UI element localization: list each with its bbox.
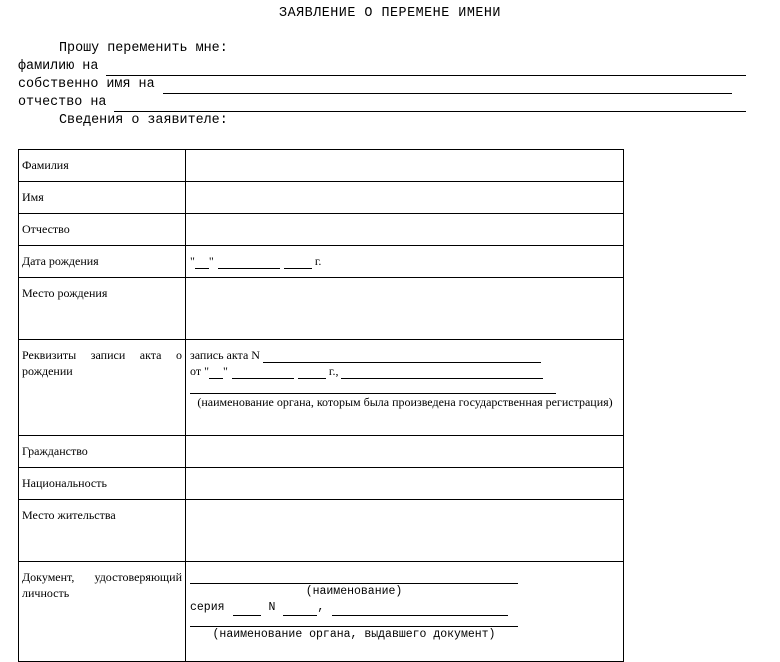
birth-place-row-label: Место рождения xyxy=(19,278,186,340)
name-row-label: Имя xyxy=(19,182,186,214)
given-name-label: собственно имя на xyxy=(18,77,155,92)
record-from-label: от " xyxy=(190,364,209,378)
id-date-blank[interactable] xyxy=(332,604,508,616)
citizenship-row-field[interactable] xyxy=(186,436,624,468)
record-year-suffix: г., xyxy=(328,364,339,378)
record-org-note: (наименование органа, которым была произведена государственная регистрация) xyxy=(197,395,613,409)
record-quote-close: " xyxy=(222,364,228,378)
record-year-blank[interactable] xyxy=(298,367,326,379)
table-row xyxy=(19,562,624,662)
birth-record-row-field xyxy=(186,340,624,436)
nationality-row-field[interactable] xyxy=(186,468,624,500)
given-name-line xyxy=(18,76,732,94)
patronymic-row-label: Отчество xyxy=(19,214,186,246)
table-row xyxy=(19,436,624,468)
table-row xyxy=(19,340,624,436)
applicant-info-table xyxy=(18,149,624,662)
id-number-blank[interactable] xyxy=(283,604,317,616)
id-issuer-note: (наименование органа, выдавшего документ) xyxy=(212,628,496,641)
record-no-label: запись акта N xyxy=(190,348,260,362)
document-title: ЗАЯВЛЕНИЕ О ПЕРЕМЕНЕ ИМЕНИ xyxy=(279,6,501,21)
surname-row-label: Фамилия xyxy=(19,150,186,182)
applicant-heading: Сведения о заявителе: xyxy=(59,113,228,128)
id-issuer-blank[interactable] xyxy=(190,616,518,627)
table-row xyxy=(19,468,624,500)
id-series-label: серия xyxy=(190,601,225,614)
birth-record-row-label xyxy=(19,340,186,436)
citizenship-row-label: Гражданство xyxy=(19,436,186,468)
birth-date-quote-open: " xyxy=(190,254,195,268)
birth-year-blank[interactable] xyxy=(284,257,312,269)
id-comma: , xyxy=(317,601,325,614)
name-row-field[interactable] xyxy=(186,182,624,214)
table-row xyxy=(19,182,624,214)
birth-month-blank[interactable] xyxy=(218,257,280,269)
patronymic-line xyxy=(18,94,746,112)
id-number-label: N xyxy=(268,601,276,614)
birth-date-row-field[interactable] xyxy=(186,246,624,278)
table-row xyxy=(19,214,624,246)
birth-date-row-label: Дата рождения xyxy=(19,246,186,278)
surname-label: фамилию на xyxy=(18,59,99,74)
record-day-blank[interactable] xyxy=(209,367,223,379)
record-month-blank[interactable] xyxy=(232,367,294,379)
residence-row-label: Место жительства xyxy=(19,500,186,562)
id-document-row-field xyxy=(186,562,624,662)
surname-fill-line[interactable] xyxy=(106,61,746,76)
id-name-blank[interactable] xyxy=(190,569,518,584)
record-no-blank[interactable] xyxy=(263,351,541,363)
table-row xyxy=(19,150,624,182)
table-row xyxy=(19,500,624,562)
record-org-blank-1[interactable] xyxy=(341,367,543,379)
residence-row-field[interactable] xyxy=(186,500,624,562)
patronymic-row-field[interactable] xyxy=(186,214,624,246)
given-name-fill-line[interactable] xyxy=(163,79,732,94)
id-document-row-label xyxy=(19,562,186,662)
surname-row-field[interactable] xyxy=(186,150,624,182)
birth-record-label-text: Реквизиты записи акта о рождении xyxy=(22,348,182,378)
patronymic-label: отчество на xyxy=(18,95,107,110)
id-series-blank[interactable] xyxy=(233,604,261,616)
id-name-note: (наименование) xyxy=(305,585,403,598)
record-org-blank-2[interactable] xyxy=(190,379,556,394)
surname-line xyxy=(18,58,746,76)
birth-date-year-suffix: г. xyxy=(314,254,322,268)
id-document-label-text: Документ, удостоверяющий личность xyxy=(22,570,182,600)
birth-day-blank[interactable] xyxy=(195,257,209,269)
intro-text: Прошу переменить мне: xyxy=(59,41,228,56)
table-row xyxy=(19,246,624,278)
birth-place-row-field[interactable] xyxy=(186,278,624,340)
patronymic-fill-line[interactable] xyxy=(114,97,746,112)
table-row xyxy=(19,278,624,340)
nationality-row-label: Национальность xyxy=(19,468,186,500)
birth-date-quote-close: " xyxy=(208,254,214,268)
